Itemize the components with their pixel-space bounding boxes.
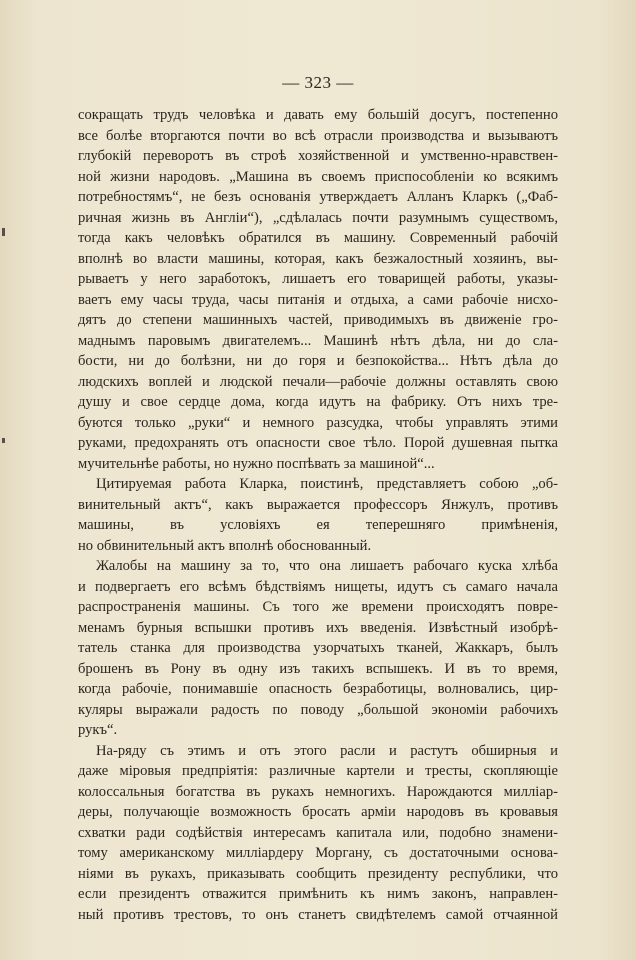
text-line: если президентъ отважится примѣнить къ нимъ законъ, направлен-	[78, 886, 558, 902]
text-line: брошенъ въ Рону въ одну изъ такихъ вспышекъ. И въ то время,	[78, 660, 558, 677]
text-line: распространенія машины. Съ того же времени происходятъ повре-	[78, 599, 558, 615]
text-line: куляры выражали радость по поводу „большой экономіи рабочихъ	[78, 701, 558, 718]
text-line: но обвинительный актъ вполнѣ обоснованный.	[78, 537, 372, 554]
text-line: менамъ бурныя вспышки противъ ихъ введенія. Извѣстный изобрѣ-	[78, 619, 558, 636]
text-line: людскихъ воплей и людской печали—рабочіе должны оставлять свою	[78, 373, 558, 390]
text-line: ніями въ рукахъ, приказывать сообщить президенту республики, что	[78, 865, 558, 882]
text-line: и подвергаетъ его всѣмъ бѣдствіямъ нищеты, идутъ съ самаго начала	[78, 578, 558, 595]
text-line: сокращать трудъ человѣка и давать ему большій досугъ, постепенно	[78, 107, 558, 123]
text-line: схватки ради содѣйствія интересамъ капитала или, подобно знамени-	[78, 824, 558, 841]
text-line: Цитируемая работа Кларка, поистинѣ, представляетъ собою „об-	[96, 476, 558, 492]
text-line: руками, предохранять отъ опасности свое тѣло. Порой душевная пытка	[78, 435, 558, 451]
text-line: рываетъ у него заработокъ, лишаетъ его товарищей работы, указы-	[78, 271, 558, 287]
text-line: потребностямъ“, не безъ основанія утверждаетъ Алланъ Кларкъ („Фаб-	[78, 189, 558, 205]
text-line: вполнѣ во власти машины, которая, какъ безжалостный хозяинъ, вы-	[78, 250, 558, 267]
paragraph	[78, 105, 558, 474]
text-line: тогда какъ человѣкъ обратился въ машину. Современный рабочій	[78, 230, 558, 246]
page-edge-mark	[2, 228, 5, 236]
text-line: когда рабочіе, понимавшіе опасность безработицы, волновались, цир-	[78, 681, 558, 697]
page-number: — 323 —	[282, 73, 354, 92]
body-text	[78, 105, 558, 925]
text-line: глубокій переворотъ въ строѣ хозяйственной и умственно-нравствен-	[78, 148, 558, 164]
text-line: винительный актъ“, какъ выражается профессоръ Янжулъ, противъ	[78, 496, 558, 513]
text-line: деры, получающіе возможность бросать арміи народовъ въ кровавыя	[78, 804, 558, 820]
paragraph	[78, 556, 558, 741]
paragraph	[78, 741, 558, 926]
text-line: машины, въ условіяхъ ея теперешняго примѣненія,	[78, 517, 558, 533]
text-line: мучительнѣе работы, но нужно поспѣвать за машиной“...	[78, 455, 435, 472]
text-line: душу и свое сердце дома, когда идутъ на фабрику. Отъ нихъ тре-	[78, 394, 558, 410]
text-line: ваетъ ему часы труда, часы питанія и отдыха, а сами рабочіе нисхо-	[78, 291, 558, 308]
text-line: рукъ“.	[78, 722, 118, 738]
text-line: Жалобы на машину за то, что она лишаетъ рабочаго куска хлѣба	[96, 558, 558, 574]
text-line: дятъ до степени машинныхъ частей, приводимыхъ въ движеніе гро-	[78, 312, 558, 328]
text-line: колоссальныя богатства въ рукахъ немногихъ. Нарождаются милліар-	[78, 783, 558, 800]
text-line: маднымъ паровымъ двигателемъ... Машинѣ нѣтъ дѣла, ни до сла-	[78, 332, 558, 349]
text-line: ричная жизнь въ Англіи“), „сдѣлалась почти разумнымъ существомъ,	[78, 209, 558, 226]
text-line: буются только „руки“ и немного разсудка, чтобы управлять этими	[78, 414, 558, 431]
page-edge-mark	[2, 438, 5, 443]
paragraph	[78, 474, 558, 556]
text-line: На-ряду съ этимъ и отъ этого расли и растутъ обширныя и	[96, 742, 558, 759]
text-line: даже міровыя предпріятія: различные картели и тресты, скопляющіе	[78, 763, 558, 779]
text-line: все болѣе вторгаются почти во всѣ отрасли производства и вызываютъ	[78, 127, 558, 144]
text-line: ный противъ трестовъ, то онъ станетъ свидѣтелемъ самой отчаянной	[78, 906, 558, 923]
text-line: ной жизни народовъ. „Машина въ своемъ приспособленіи ко всякимъ	[78, 168, 558, 185]
text-line: бости, ни до болѣзни, ни до горя и безпокойства... Нѣтъ дѣла до	[78, 353, 558, 369]
text-line: татель станка для производства узорчатыхъ тканей, Жаккаръ, былъ	[78, 640, 558, 656]
text-line: тому американскому милліардеру Моргану, съ достаточными основа-	[78, 845, 558, 861]
